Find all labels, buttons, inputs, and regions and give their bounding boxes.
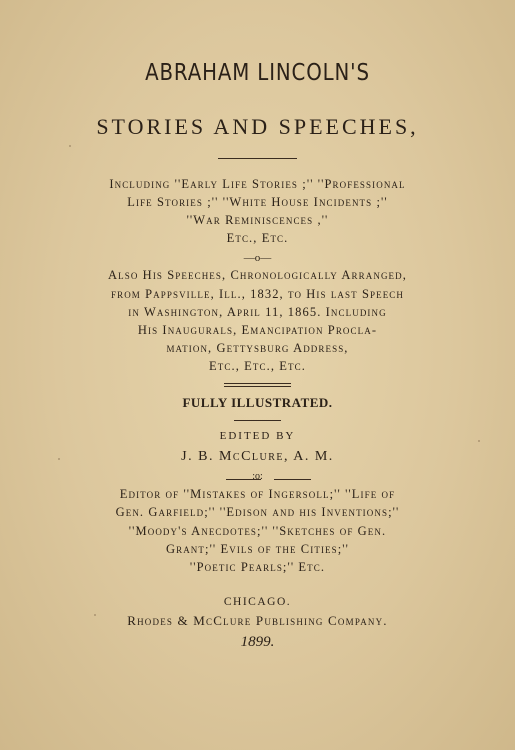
editor-name: J. B. McClure, A. M. [181,449,334,464]
book-title-line-2: STORIES AND SPEECHES, [96,114,419,139]
ornament-separator-2: :o: [252,471,263,482]
including-line-3: ''War Reminiscences ,'' [186,213,329,227]
including-line-2: Life Stories ;'' ''White House Incidents ;'' [127,195,388,209]
also-line-4: His Inaugurals, Emancipation Procla- [137,323,378,337]
editor-of-line-5: ''Poetic Pearls;'' Etc. [189,560,326,574]
paper-speck [58,458,60,460]
publisher-city: CHICAGO. [223,596,292,608]
editor-of-line-3: ''Moody's Anecdotes;'' ''Sketches of Gen. [128,524,387,538]
also-line-6: Etc., Etc., Etc. [209,359,306,373]
editor-of-line-2: Gen. Garfield;'' ''Edison and his Inventions;'' [115,505,400,519]
separator2-right-rule [274,479,311,480]
title-rule [218,158,297,159]
paper-speck [69,145,71,147]
fully-illustrated: FULLY ILLUSTRATED. [182,395,333,410]
editor-of-line-1: Editor of ''Mistakes of Ingersoll;'' ''Life of [119,487,396,501]
editor-of-line-4: Grant;'' Evils of the Cities;'' [165,542,350,556]
paper-speck [94,614,96,616]
also-line-2: from Pappsville, Ill., 1832, to His last Speech [110,287,405,301]
also-line-5: mation, Gettysburg Address, [166,341,349,355]
double-rule-1 [224,383,291,384]
edited-by: EDITED BY [219,430,296,442]
also-line-1: Also His Speeches, Chronologically Arranged, [108,268,407,282]
also-line-3: in Washington, April 11, 1865. Including [128,305,387,319]
book-title-line-1: ABRAHAM LINCOLN'S [145,60,370,86]
including-line-4: Etc., Etc. [226,231,289,245]
including-line-1: Including ''Early Life Stories ;'' ''Professional [109,177,406,191]
ornament-separator-1: —o— [243,252,272,264]
paper-speck [478,440,480,442]
publication-year: 1899. [240,634,275,650]
short-rule [234,420,281,421]
publisher-name: Rhodes & McClure Publishing Company. [127,613,388,628]
